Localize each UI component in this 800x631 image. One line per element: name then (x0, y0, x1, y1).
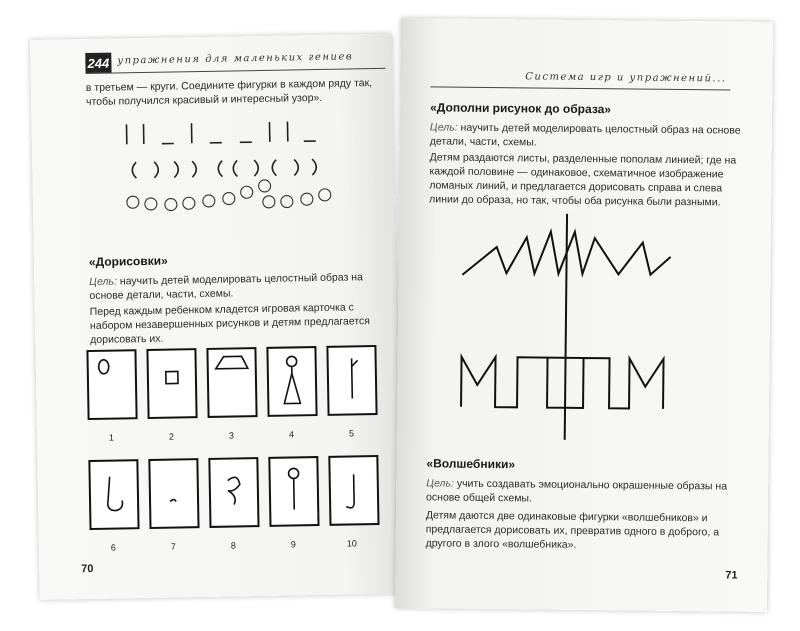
section-goal-volshebniki (426, 476, 744, 507)
card-6 (89, 460, 138, 529)
goal-text: научить детей моделировать целостный образ на основе детали, части, схемы. (89, 271, 363, 303)
card-8 (209, 458, 258, 527)
section-body-dorisovki: Перед каждым ребенком кладется игровая карточка с набором незавершенных рисунков и детям предлагается дорисовать их. (89, 301, 371, 346)
zigzag-figure (397, 208, 771, 452)
card-label-3: 3 (228, 430, 235, 441)
right-page-number: 71 (725, 569, 738, 582)
section-body-volshebniki: Детям даются две одинаковые фигурки «волшебников» и предлагается дорисовать их, превратив одного в доброго, а другого в злого «волшебника». (425, 509, 720, 551)
lines-row (126, 121, 315, 144)
left-header-title: упражнения для маленьких гениев (117, 51, 354, 67)
goal-label: Цель: (426, 477, 455, 490)
goal-text: научить детей моделировать целостный образ на основе детали, части, схемы. (429, 121, 741, 149)
section-goal-dopolni (430, 120, 748, 151)
left-header (85, 48, 385, 74)
card-label-8: 8 (230, 540, 236, 551)
right-page (395, 18, 773, 612)
card-label-7: 7 (170, 541, 176, 552)
card-7 (149, 459, 198, 528)
goal-text: учить создавать эмоционально окрашенные образы на основе общей схемы. (426, 477, 728, 505)
card-label-1: 1 (108, 432, 115, 443)
cards-figure (35, 338, 401, 564)
goal-label: Цель: (429, 121, 458, 134)
section-title-dopolni: «Дополни рисунок до образа» (430, 100, 612, 117)
goal-label: Цель: (89, 275, 118, 289)
card-label-5: 5 (348, 428, 355, 439)
card-label-6: 6 (110, 542, 116, 553)
left-page (30, 34, 402, 600)
right-header-title: Система игр и упражнений... (525, 71, 727, 85)
section-body-dopolni: Детям раздаются листы, разделенные пополам линией; где на каждой половине — одинаковое, схематичное изображение ломаных линий, и предлагается дорисовать справа и слева линии до образа, но так, чтобы оба рисунка были разными. (429, 151, 737, 209)
pattern-figure (31, 108, 395, 234)
card-label-10: 10 (346, 538, 357, 549)
card-4 (267, 347, 316, 416)
right-header (430, 68, 730, 90)
card-3 (207, 348, 256, 417)
circles-row (126, 179, 330, 212)
arcs-row (132, 159, 316, 178)
section-title-dorisovki: «Дорисовки» (88, 253, 168, 270)
card-1 (87, 350, 136, 419)
left-page-number: 70 (81, 562, 94, 576)
intro-text: в третьем — круги. Соедините фигурки в каждом ряду так, чтобы получился красивый и интересный узор». (85, 77, 373, 109)
card-label-2: 2 (168, 431, 175, 442)
section-goal-dorisovki (89, 270, 381, 303)
book-logo: 244 (85, 53, 111, 73)
card-label-4: 4 (288, 429, 295, 440)
card-label-9: 9 (290, 539, 296, 550)
section-title-volshebniki: «Волшебники» (426, 456, 516, 472)
